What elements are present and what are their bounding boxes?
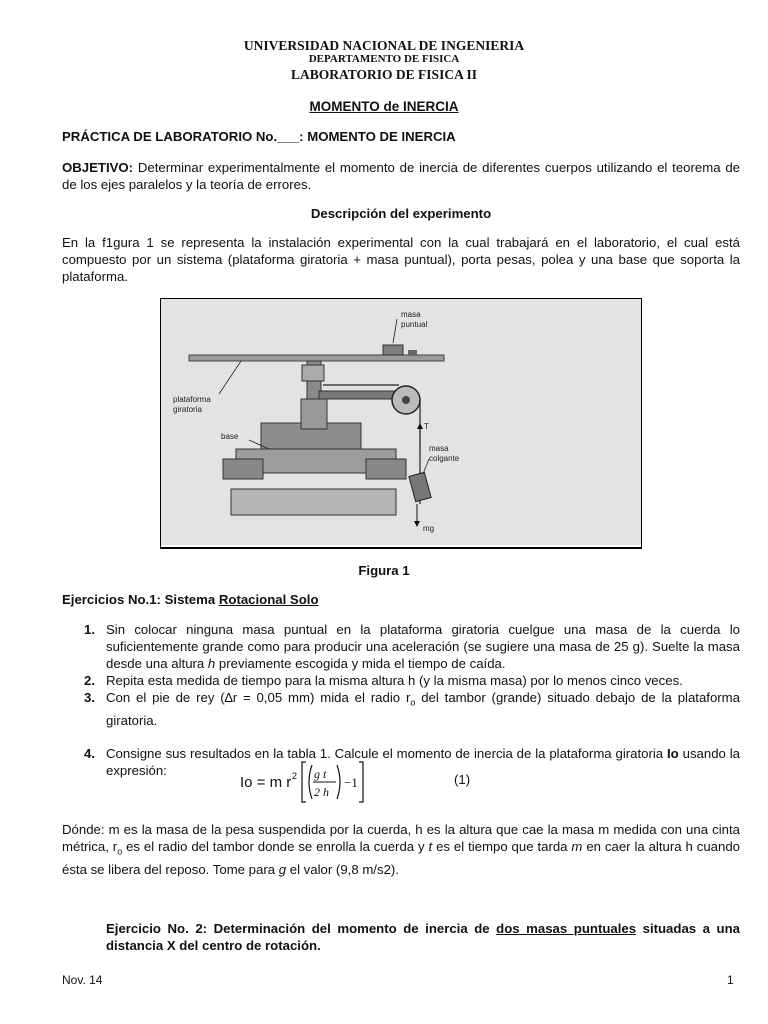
item-number: 4. bbox=[84, 745, 95, 761]
where-m: m bbox=[571, 839, 583, 854]
exercise2-heading bbox=[106, 920, 740, 954]
item-text: Consigne sus resultados en la tabla 1. Calcule el momento de inercia de la plataforma giratoria bbox=[106, 745, 668, 761]
platform-bar bbox=[189, 355, 444, 361]
lab-name: LABORATORIO DE FISICA II bbox=[291, 67, 477, 82]
item-text: Repita esta medida de tiempo para la misma altura h (y la misma masa) por lo menos cinco veces. bbox=[106, 673, 683, 688]
item-text: Con el pie de rey (∆r = 0,05 mm) mida el radio r bbox=[106, 690, 411, 705]
label-colgante: colgante bbox=[429, 454, 460, 463]
item-italic: h bbox=[207, 656, 216, 671]
exercise1-heading bbox=[62, 591, 740, 608]
list-item bbox=[62, 689, 740, 729]
exercise1-list bbox=[62, 621, 740, 779]
formula-lhs: Io = m r bbox=[240, 774, 292, 791]
footer-date: Nov. 14 bbox=[62, 973, 103, 987]
label-puntual: puntual bbox=[401, 320, 428, 329]
formula-exp: 2 bbox=[292, 771, 298, 781]
formula-denominator: 2 h bbox=[314, 785, 329, 799]
exercise2-prefix: Ejercicio No. 2: Determinación del momento de inercia de bbox=[106, 921, 497, 936]
label-T: T bbox=[424, 422, 429, 431]
where-paragraph bbox=[62, 821, 740, 878]
where-text-4: en caer la altura h cuando ésta se libera del reposo. Tome para bbox=[62, 839, 740, 877]
where-t: t bbox=[428, 839, 433, 854]
where-text-3: es el tiempo que tarda bbox=[432, 839, 572, 854]
label-base: base bbox=[221, 432, 239, 441]
point-mass bbox=[383, 345, 403, 355]
item-text-end: usando la expresión: bbox=[106, 745, 741, 778]
university-name: UNIVERSIDAD NACIONAL DE INGENIERIA bbox=[243, 38, 525, 53]
objective-label: OBJETIVO: bbox=[62, 160, 134, 175]
item-number: 3. bbox=[84, 690, 95, 705]
description-heading: Descripción del experimento bbox=[310, 206, 492, 221]
item-text: Sin colocar ninguna masa puntual en la plataforma giratoria cuelgue una masa de la cuerda lo suficientemente grande como para producir una aceleración (se sugiere una masa de 25 g). Suelte la masa desde una altura bbox=[106, 622, 740, 671]
label-mg: mg bbox=[423, 524, 435, 533]
objective-paragraph bbox=[62, 159, 740, 193]
formula-1 bbox=[228, 758, 528, 808]
department-name: DEPARTAMENTO DE FISICA bbox=[308, 53, 460, 65]
formula-minus-one: −1 bbox=[344, 775, 358, 790]
where-text-1: Dónde: m es la masa de la pesa suspendida por la cuerda, h es la altura que cae la masa m medida con una cinta métrica, r bbox=[62, 822, 740, 854]
figure-1 bbox=[160, 298, 642, 549]
where-g: g bbox=[278, 861, 287, 877]
exercise2-suffix: situadas a una distancia X del centro de rotación. bbox=[106, 921, 740, 953]
label-masa-2: masa bbox=[429, 444, 449, 453]
item-number: 1. bbox=[84, 622, 95, 637]
formula-numerator: g t bbox=[314, 767, 327, 781]
exercise2-underlined: dos masas puntuales bbox=[496, 921, 637, 936]
item-number: 2. bbox=[84, 673, 95, 688]
where-text-2: es el radio del tambor donde se enrolla la cuerda y bbox=[122, 839, 429, 854]
label-masa: masa bbox=[401, 310, 421, 319]
label-plataforma: plataforma bbox=[173, 395, 211, 404]
point-mass-small bbox=[408, 350, 417, 355]
formula-svg bbox=[228, 758, 528, 808]
item-bold: Io bbox=[667, 745, 679, 761]
exercise1-prefix: Ejercicios No.1: Sistema bbox=[62, 592, 219, 607]
list-item bbox=[62, 672, 740, 689]
drum bbox=[302, 365, 324, 381]
equation-number: (1) bbox=[454, 772, 471, 787]
page-number: 1 bbox=[727, 973, 734, 987]
experiment-diagram bbox=[161, 299, 641, 547]
document-title: MOMENTO de INERCIA bbox=[309, 99, 459, 114]
where-text-5: el valor (9,8 m/s2). bbox=[286, 861, 399, 877]
item-sub: o bbox=[410, 697, 416, 708]
figure-caption: Figura 1 bbox=[358, 563, 410, 578]
item-text-end: previamente escogida y mida el tiempo de caída. bbox=[215, 656, 506, 671]
item-text-end: del tambor (grande) situado debajo de la plataforma giratoria. bbox=[106, 690, 741, 728]
practice-heading: PRÁCTICA DE LABORATORIO No.___: MOMENTO DE INERCIA bbox=[62, 129, 456, 144]
label-giratoria: giratoria bbox=[173, 405, 202, 414]
exercise1-underlined: Rotacional Solo bbox=[218, 592, 319, 607]
objective-text: Determinar experimentalmente el momento de inercia de diferentes cuerpos utilizando el teorema de de los ejes paralelos y la teoría de errores. bbox=[62, 160, 740, 192]
description-paragraph: En la f1gura 1 se representa la instalación experimental con la cual trabajará en el laboratorio, el cual está compuesto por un sistema (plataforma giratoria + masa puntual), porta pesas, polea y una base que soporta la plataforma. bbox=[62, 235, 740, 284]
where-sub: o bbox=[117, 846, 123, 857]
base-block bbox=[231, 489, 396, 515]
list-item bbox=[62, 621, 740, 672]
pulley-hub bbox=[402, 396, 410, 404]
